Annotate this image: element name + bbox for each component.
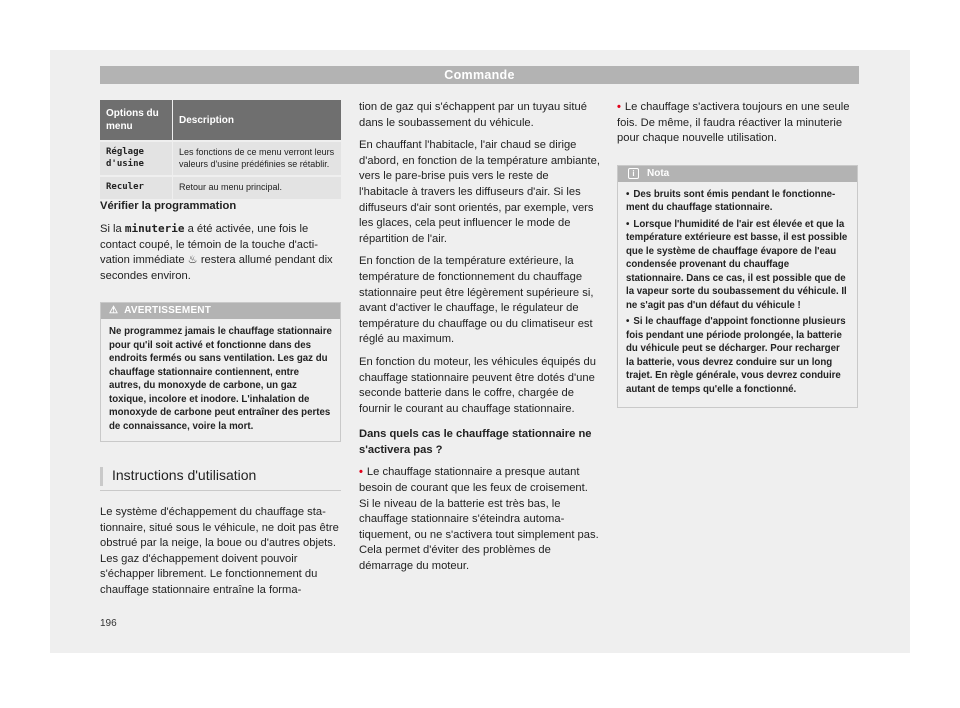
section-heading (100, 468, 341, 491)
page-header: Commande (100, 66, 859, 84)
bullet-marker: • (617, 101, 621, 113)
column-middle (359, 100, 600, 582)
note-text: Des bruits sont émis pendant le fonctionnement du chauffage stationnaire. (626, 188, 836, 214)
subheading-when: Dans quels cas le chauffage stationnaire ne s'activera pas ? (359, 428, 592, 456)
warning-text: Ne programmez jamais le chauffage stationnaire pour qu'il soit activé et fonctionne dans des endroits fermés ou sans ventilation. Les gaz du chauffage stationnaire contiennent, entre autres, du monoxyde de carbone, un gaz toxique, incolore et inodore. L'inhalation de monoxyde de carbone peut entraîner des pertes de connaissance, voire la mort. (109, 326, 332, 432)
table-header-row (100, 100, 341, 141)
table-cell-description: Les fonctions de ce menu verront leurs valeurs d'usine prédéfinies se rétablir. (173, 141, 342, 176)
note-title: Nota (647, 167, 670, 179)
paragraph: En chauffant l'habitacle, l'air chaud se dirige d'abord, en fonction de la température ambiante, vers le pare-brise puis vers le reste de l'habitacle à travers les diffuseurs d'air. Si les diffuseurs d'air sont orientés, par exemple, vers les glaces, cela peut influencer le mode de répartition de l'air. (359, 139, 600, 245)
bullet-item (617, 100, 858, 147)
table-cell-option: Reculer (100, 176, 173, 199)
paragraph: tion de gaz qui s'échappent par un tuyau situé dans le soubassement du véhicule. (359, 101, 587, 129)
note-box (617, 165, 858, 409)
table-row (100, 176, 341, 199)
warning-icon: ⚠ (109, 305, 119, 317)
note-body (618, 182, 857, 408)
bullet-text: Le chauffage s'activera toujours en une seule fois. De même, il faudra réactiver la minuterie pour chaque nouvelle utilisation. (617, 101, 850, 145)
column-left (100, 100, 341, 606)
bullet-marker: • (626, 316, 630, 328)
paragraph-timer (100, 221, 341, 284)
paragraph-exhaust: Le système d'échappement du chauffage stationnaire, situé sous le véhicule, ne doit pas être obstrué par la neige, la boue ou d'autres objets. Les gaz d'échappement doivent pouvoir s'échapper librement. Le fonctionnement du chauffage stationnaire entraîne la forma- (100, 506, 339, 597)
keyword-minuterie: minuterie (124, 222, 185, 236)
table-cell-option: Réglage d'usine (100, 141, 173, 176)
note-text: Si le chauffage d'appoint fonctionne plusieurs fois pendant une période prolongée, la batterie du véhicule peut se décharger. Pour recharger la batterie, vous devrez conduire sur un long trajet. En règle générale, vous devrez conduire autant de temps qu'elle a fonctionné. (626, 316, 846, 395)
column-right (617, 100, 858, 408)
subheading-verify: Vérifier la programmation (100, 199, 237, 212)
bullet-marker: • (626, 188, 630, 200)
note-item (626, 218, 849, 313)
section-bar (100, 467, 103, 486)
paragraph: En fonction de la température extérieure, la température de fonctionnement du chauffage stationnaire peut être légèrement supérieure si, avant d'activer le chauffage, le régulateur de température du chauffage ou du climatiseur est réglé au maximum. (359, 255, 594, 346)
warning-header (101, 303, 340, 319)
note-header (618, 166, 857, 182)
bullet-text: Le chauffage stationnaire a presque autant besoin de courant que les feux de croisement. Si le niveau de la batterie est très bas, le chauffage stationnaire s'éteindra automatiquement, ou ne s'activera tout simplement pas. Cela permet d'éviter des problèmes de démarrage du moteur. (359, 466, 599, 573)
table-header-description: Description (173, 100, 342, 141)
bullet-marker: • (626, 218, 630, 230)
bullet-marker: • (359, 466, 363, 479)
menu-options-table (100, 100, 341, 199)
bullet-item (359, 465, 600, 574)
table-header-options: Options du menu (100, 100, 173, 141)
table-row (100, 141, 341, 176)
section-title: Instructions d'utilisation (112, 467, 257, 484)
note-item (626, 188, 849, 215)
info-icon: i (628, 168, 639, 179)
note-item (626, 315, 849, 396)
warning-title: AVERTISSEMENT (124, 305, 212, 317)
paragraph: En fonction du moteur, les véhicules équipés du chauffage stationnaire peuvent être dotés d'une seconde batterie dans le coffre, chargée de fournir le courant au chauffage stationnaire. (359, 355, 596, 415)
page-number: 196 (100, 618, 117, 629)
table-cell-description: Retour au menu principal. (173, 176, 342, 199)
note-text: Lorsque l'humidité de l'air est élevée et que la température extérieure est basse, il est possible que le système de chauffage évapore de l'eau condensée provenant du chauffage stationnaire. Dans ce cas, il est possible que de la vapeur sorte du soubassement du véhicule. Il ne s'agit pas d'un défaut du véhicule ! (626, 218, 848, 311)
text-run: a été activée, une fois le contact coupé, le témoin de la touche d'activation immédiate ♨ restera allumé pendant dix secondes environ. (100, 223, 333, 282)
text-run: Si la (100, 223, 125, 236)
warning-box (100, 302, 341, 442)
